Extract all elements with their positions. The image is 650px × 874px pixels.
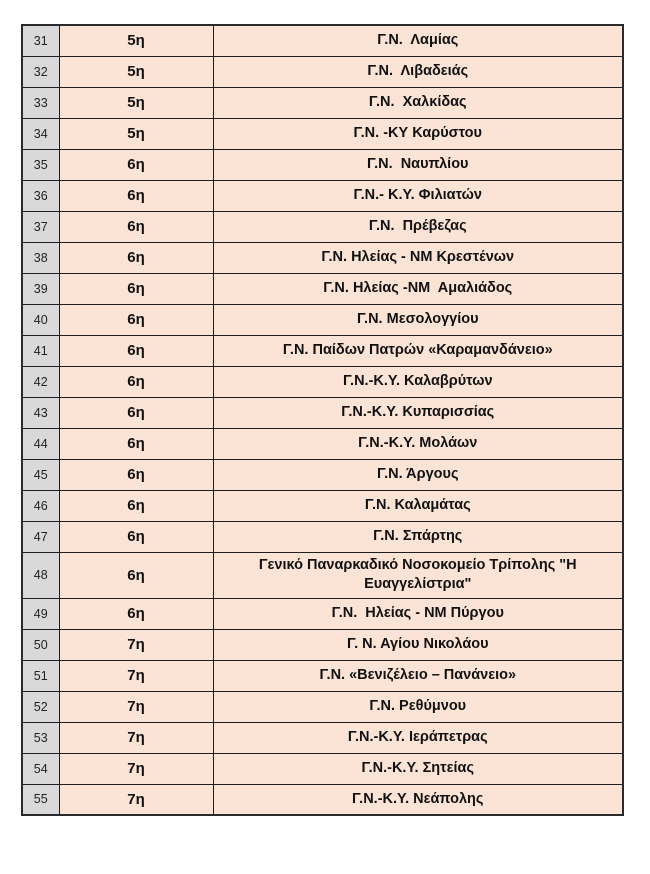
hospital-name: Γ.Ν.-Κ.Υ. Καλαβρύτων [213,366,623,397]
health-region: 6η [59,598,213,629]
health-region: 6η [59,366,213,397]
row-number: 38 [22,242,59,273]
hospital-name: Γ.Ν. -ΚΥ Καρύστου [213,118,623,149]
hospital-name: Γ.Ν. Μεσολογγίου [213,304,623,335]
table-row [22,521,623,552]
hospital-name: Γ.Ν.-Κ.Υ. Νεάπολης [213,784,623,815]
health-region: 6η [59,211,213,242]
row-number: 53 [22,722,59,753]
table-row [22,753,623,784]
table-row [22,180,623,211]
row-number: 43 [22,397,59,428]
hospital-name: Γ. Ν. Αγίου Νικολάου [213,629,623,660]
health-region: 6η [59,552,213,598]
health-region: 6η [59,397,213,428]
row-number: 31 [22,25,59,56]
row-number: 54 [22,753,59,784]
table-row [22,25,623,56]
table-row [22,242,623,273]
row-number: 51 [22,660,59,691]
health-region: 6η [59,428,213,459]
hospital-table-body [22,25,623,815]
health-region: 7η [59,660,213,691]
hospital-name: Γ.Ν. Ναυπλίου [213,149,623,180]
hospital-name: Γ.Ν. Χαλκίδας [213,87,623,118]
health-region: 7η [59,753,213,784]
hospital-name: Γ.Ν. Σπάρτης [213,521,623,552]
hospital-name: Γ.Ν. Λιβαδειάς [213,56,623,87]
table-row [22,459,623,490]
hospital-name: Γ.Ν. Πρέβεζας [213,211,623,242]
table-row [22,784,623,815]
row-number: 42 [22,366,59,397]
hospital-name: Γ.Ν.-Κ.Υ. Ιεράπετρας [213,722,623,753]
hospital-name: Γ.Ν.-Κ.Υ. Κυπαρισσίας [213,397,623,428]
row-number: 48 [22,552,59,598]
health-region: 7η [59,629,213,660]
row-number: 37 [22,211,59,242]
table-row [22,87,623,118]
hospital-name: Γ.Ν. Άργους [213,459,623,490]
table-row [22,428,623,459]
row-number: 50 [22,629,59,660]
health-region: 6η [59,242,213,273]
hospital-name: Γ.Ν. Ηλείας - ΝΜ Πύργου [213,598,623,629]
table-row [22,598,623,629]
health-region: 6η [59,149,213,180]
table-row [22,366,623,397]
health-region: 5η [59,56,213,87]
table-row [22,397,623,428]
row-number: 33 [22,87,59,118]
health-region: 7η [59,691,213,722]
table-row [22,118,623,149]
hospital-name: Γ.Ν.-Κ.Υ. Μολάων [213,428,623,459]
health-region: 6η [59,521,213,552]
table-row [22,211,623,242]
hospital-name: Γ.Ν. Ηλείας - ΝΜ Κρεστένων [213,242,623,273]
table-row [22,660,623,691]
row-number: 49 [22,598,59,629]
row-number: 40 [22,304,59,335]
hospital-name: Γ.Ν.- Κ.Υ. Φιλιατών [213,180,623,211]
hospital-name: Γενικό Παναρκαδικό Νοσοκομείο Τρίπολης "Η Ευαγγελίστρια" [213,552,623,598]
row-number: 34 [22,118,59,149]
health-region: 5η [59,25,213,56]
table-row [22,552,623,598]
table-row [22,691,623,722]
hospital-name: Γ.Ν. Παίδων Πατρών «Καραμανδάνειο» [213,335,623,366]
table-row [22,722,623,753]
table-row [22,629,623,660]
table-row [22,149,623,180]
health-region: 6η [59,273,213,304]
hospital-name: Γ.Ν.-Κ.Υ. Σητείας [213,753,623,784]
row-number: 52 [22,691,59,722]
table-row [22,56,623,87]
row-number: 36 [22,180,59,211]
health-region: 6η [59,490,213,521]
health-region: 7η [59,722,213,753]
table-row [22,273,623,304]
health-region: 6η [59,304,213,335]
hospital-table [21,24,624,816]
row-number: 55 [22,784,59,815]
health-region: 6η [59,335,213,366]
health-region: 6η [59,180,213,211]
health-region: 7η [59,784,213,815]
hospital-name: Γ.Ν. Ρεθύμνου [213,691,623,722]
row-number: 35 [22,149,59,180]
health-region: 5η [59,87,213,118]
row-number: 39 [22,273,59,304]
hospital-name: Γ.Ν. Λαμίας [213,25,623,56]
health-region: 5η [59,118,213,149]
row-number: 46 [22,490,59,521]
hospital-name: Γ.Ν. «Βενιζέλειο – Πανάνειο» [213,660,623,691]
table-row [22,490,623,521]
hospital-name: Γ.Ν. Καλαμάτας [213,490,623,521]
row-number: 47 [22,521,59,552]
row-number: 44 [22,428,59,459]
row-number: 41 [22,335,59,366]
hospital-name: Γ.Ν. Ηλείας -ΝΜ Αμαλιάδος [213,273,623,304]
table-row [22,335,623,366]
table-row [22,304,623,335]
row-number: 32 [22,56,59,87]
row-number: 45 [22,459,59,490]
health-region: 6η [59,459,213,490]
